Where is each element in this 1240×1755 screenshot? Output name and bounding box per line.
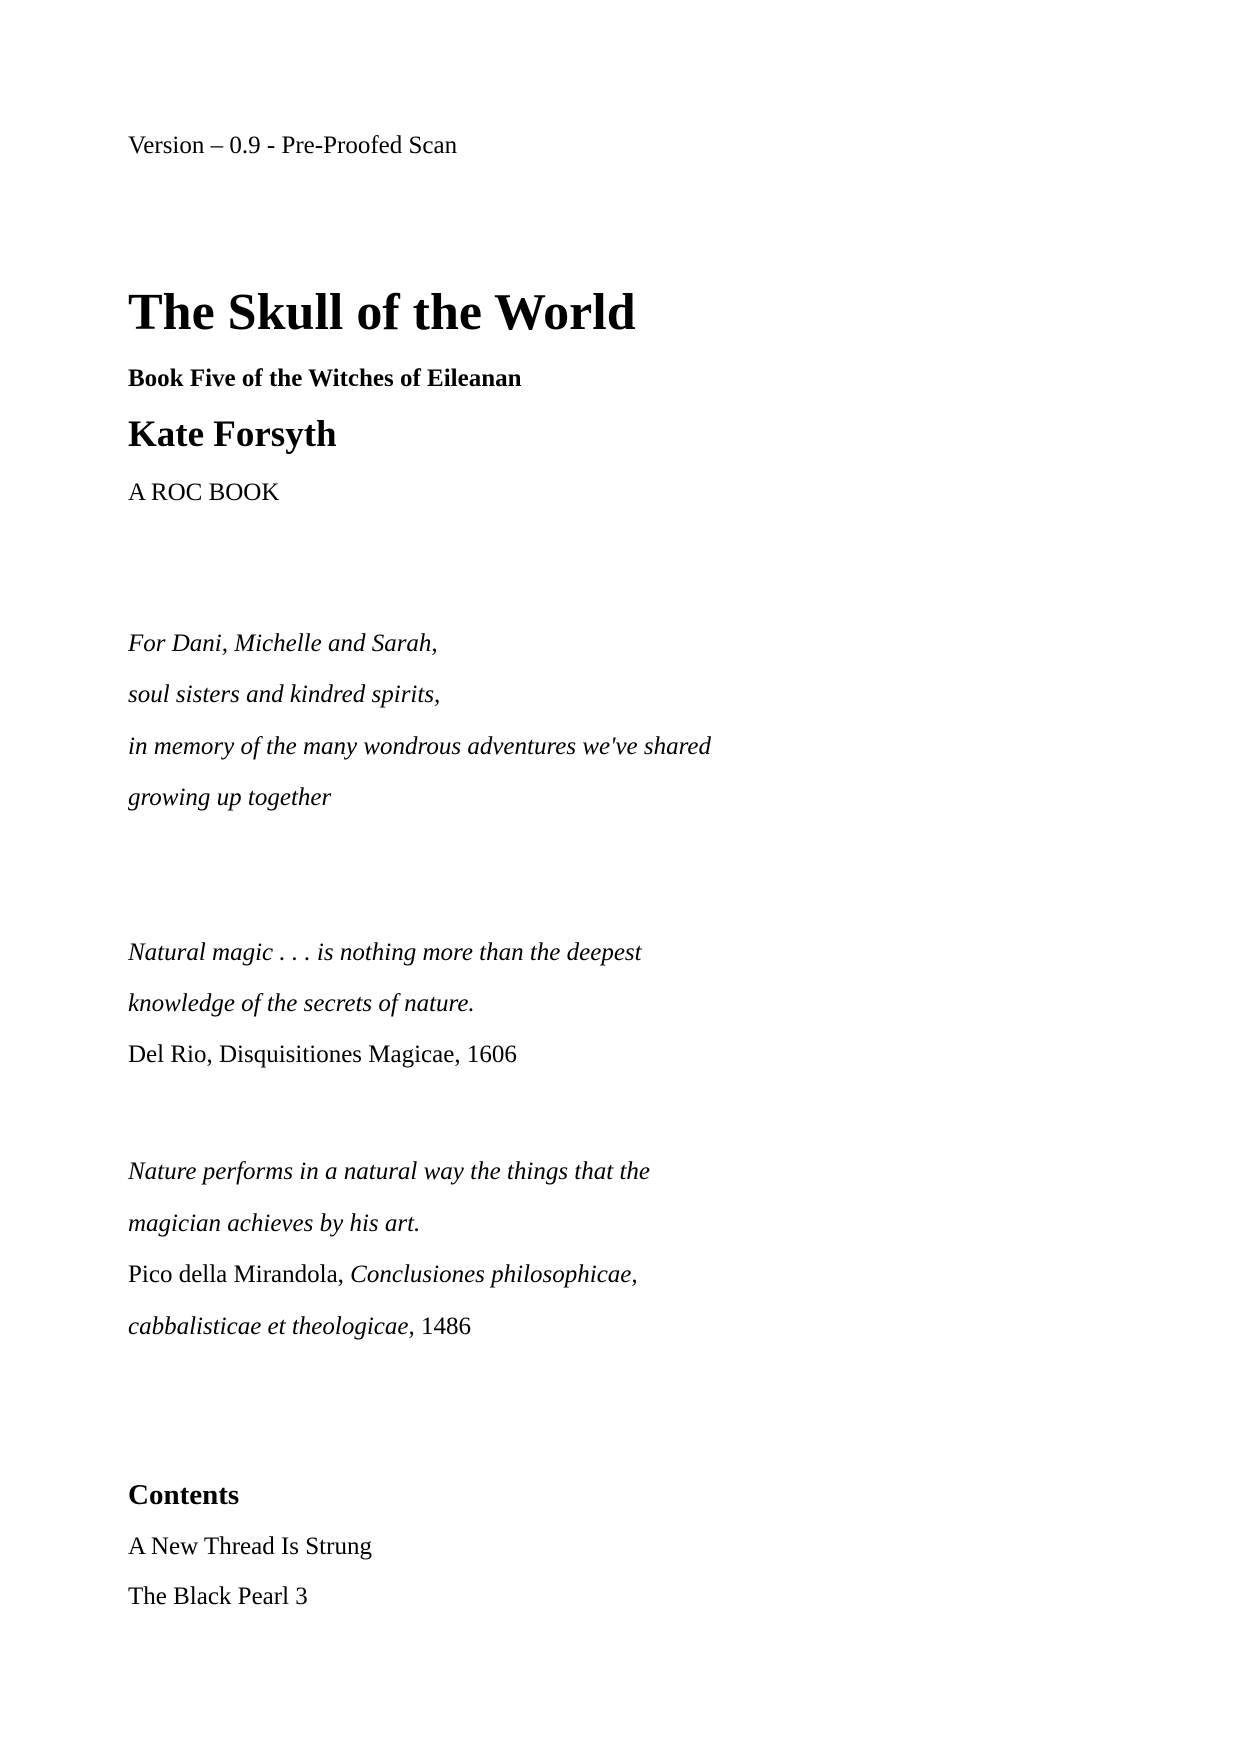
book-title: The Skull of the World <box>128 284 636 341</box>
dedication-line: in memory of the many wondrous adventures we've shared <box>128 733 712 760</box>
epigraph-quote-line: Natural magic . . . is nothing more than the deepest <box>128 939 642 966</box>
epigraph-attribution-cont <box>128 1310 471 1344</box>
attribution-work: Conclusiones philosophicae, <box>350 1261 638 1288</box>
epigraph-quote-line: magician achieves by his art. <box>128 1210 421 1237</box>
author-name: Kate Forsyth <box>128 414 337 455</box>
book-subtitle: Book Five of the Witches of Eileanan <box>128 365 522 392</box>
epigraph-attribution <box>128 1258 638 1292</box>
toc-item: The Black Pearl 3 <box>128 1583 308 1610</box>
version-note: Version – 0.9 - Pre-Proofed Scan <box>128 132 458 159</box>
epigraph-attribution: Del Rio, Disquisitiones Magicae, 1606 <box>128 1041 517 1068</box>
dedication-line: soul sisters and kindred spirits, <box>128 681 441 708</box>
publisher-name: A ROC BOOK <box>128 479 280 506</box>
contents-heading: Contents <box>128 1479 240 1511</box>
epigraph-quote-line: knowledge of the secrets of nature. <box>128 990 475 1017</box>
attribution-work: cabbalisticae et theologicae, <box>128 1313 415 1340</box>
dedication-line: growing up together <box>128 784 332 811</box>
epigraph-quote-line: Nature performs in a natural way the things that the <box>128 1158 650 1185</box>
dedication-line: For Dani, Michelle and Sarah, <box>128 630 438 657</box>
attribution-year: 1486 <box>414 1313 471 1340</box>
toc-item: A New Thread Is Strung <box>128 1533 372 1560</box>
attribution-author: Pico della Mirandola, <box>128 1261 351 1288</box>
